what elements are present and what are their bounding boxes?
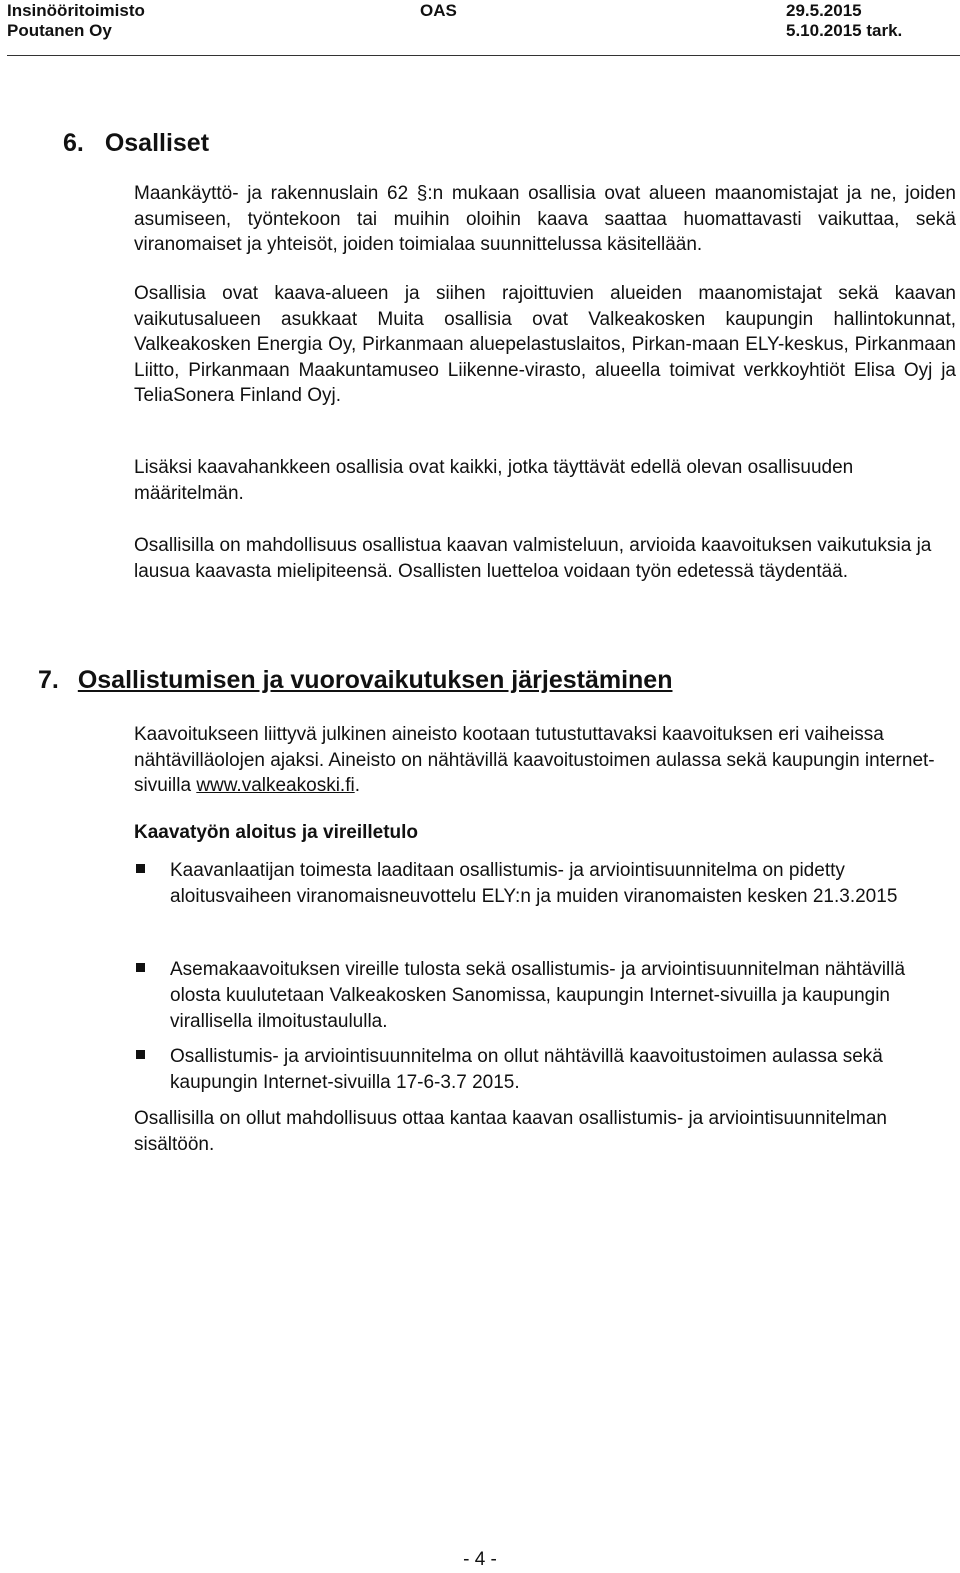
valkeakoski-link[interactable]: www.valkeakoski.fi bbox=[196, 775, 355, 796]
section-7-intro-text: Kaavoitukseen liittyvä julkinen aineisto kootaan tutustuttavaksi kaavoituksen eri vaiheissa nähtävilläolojen ajaksi. Aineisto on nähtävillä kaavoitustoimen aulassa sekä kaupungin internet-sivuilla bbox=[134, 724, 935, 796]
subheading-kaavatyon-aloitus: Kaavatyön aloitus ja vireilletulo bbox=[134, 822, 419, 843]
list-item bbox=[134, 957, 954, 1037]
section-7-number: 7. bbox=[38, 666, 59, 694]
list-item-text: Asemakaavoituksen vireille tulosta sekä osallistumis- ja arviointisuunnitelman nähtävillä olosta kuulutetaan Valkeakosken Sanomissa, kaupungin Internet-sivuilla ja kaupungin virallisella ilmoitustaululla. bbox=[170, 959, 906, 1032]
section-6-title: Osalliset bbox=[104, 129, 210, 157]
revision-date: 5.10.2015 tark. bbox=[786, 21, 903, 40]
document-date: 29.5.2015 bbox=[786, 1, 862, 20]
company-name-line1: Insinööritoimisto bbox=[7, 1, 145, 20]
section-7-intro bbox=[134, 722, 956, 799]
square-bullet-icon bbox=[136, 963, 145, 972]
list-item bbox=[134, 1044, 954, 1098]
section-6-paragraph-4: Osallisilla on mahdollisuus osallistua kaavan valmisteluun, arvioida kaavoituksen vaikutuksia ja lausua kaavasta mielipiteensä. Osallisten luetteloa voidaan työn edetessä täydentää. bbox=[134, 535, 932, 582]
section-7-closing: Osallisilla on ollut mahdollisuus ottaa kantaa kaavan osallistumis- ja arviointisuunnitelman sisältöön. bbox=[134, 1108, 887, 1155]
section-7-heading bbox=[38, 665, 672, 695]
document-type: OAS bbox=[420, 1, 457, 20]
square-bullet-icon bbox=[136, 1050, 145, 1059]
section-7-title: Osallistumisen ja vuorovaikutuksen järjestäminen bbox=[77, 666, 673, 694]
section-6-heading bbox=[63, 128, 209, 158]
section-6-number: 6. bbox=[63, 129, 84, 157]
list-item-text: Osallistumis- ja arviointisuunnitelma on ollut nähtävillä kaavoitustoimen aulassa sekä kaupungin Internet-sivuilla 17-6-3.7 2015. bbox=[170, 1046, 883, 1093]
page-number: - 4 - bbox=[463, 1549, 497, 1570]
header-divider bbox=[7, 55, 960, 56]
square-bullet-icon bbox=[136, 864, 145, 873]
section-6-paragraph-3: Lisäksi kaavahankkeen osallisia ovat kaikki, jotka täyttävät edellä olevan osallisuuden määritelmän. bbox=[134, 457, 854, 504]
section-7-intro-end: . bbox=[354, 775, 360, 796]
company-name-line2: Poutanen Oy bbox=[7, 21, 112, 40]
list-item bbox=[134, 858, 954, 938]
list-item-text: Kaavanlaatijan toimesta laaditaan osallistumis- ja arviointisuunnitelma on pidetty aloitusvaiheen viranomaisneuvottelu ELY:n ja muiden viranomaisten kesken 21.3.2015 bbox=[170, 860, 898, 907]
section-6-paragraph-1: Maankäyttö- ja rakennuslain 62 §:n mukaan osallisia ovat alueen maanomistajat ja ne, joiden asumiseen, työntekoon tai muihin oloihin kaava saattaa huomattavasti vaikuttaa, sekä viranomaiset ja yhteisöt, joiden toimialaa suunnittelussa käsitellään. bbox=[134, 183, 956, 255]
section-6-paragraph-2: Osallisia ovat kaava-alueen ja siihen rajoittuvien alueiden maanomistajat sekä kaavan vaikutusalueen asukkaat Muita osallisia ovat Valkeakosken kaupungin hallintokunnat, Valkeakosken Energia Oy, Pirkanmaan aluepelastuslaitos, Pirkan-maan ELY-keskus, Pirkanmaan Liitto, Pirkanmaan Maakuntamuseo Liikenne-virasto, alueella toimivat verkkoyhtiöt Elisa Oyj ja TeliaSonera Finland Oyj. bbox=[134, 283, 956, 406]
